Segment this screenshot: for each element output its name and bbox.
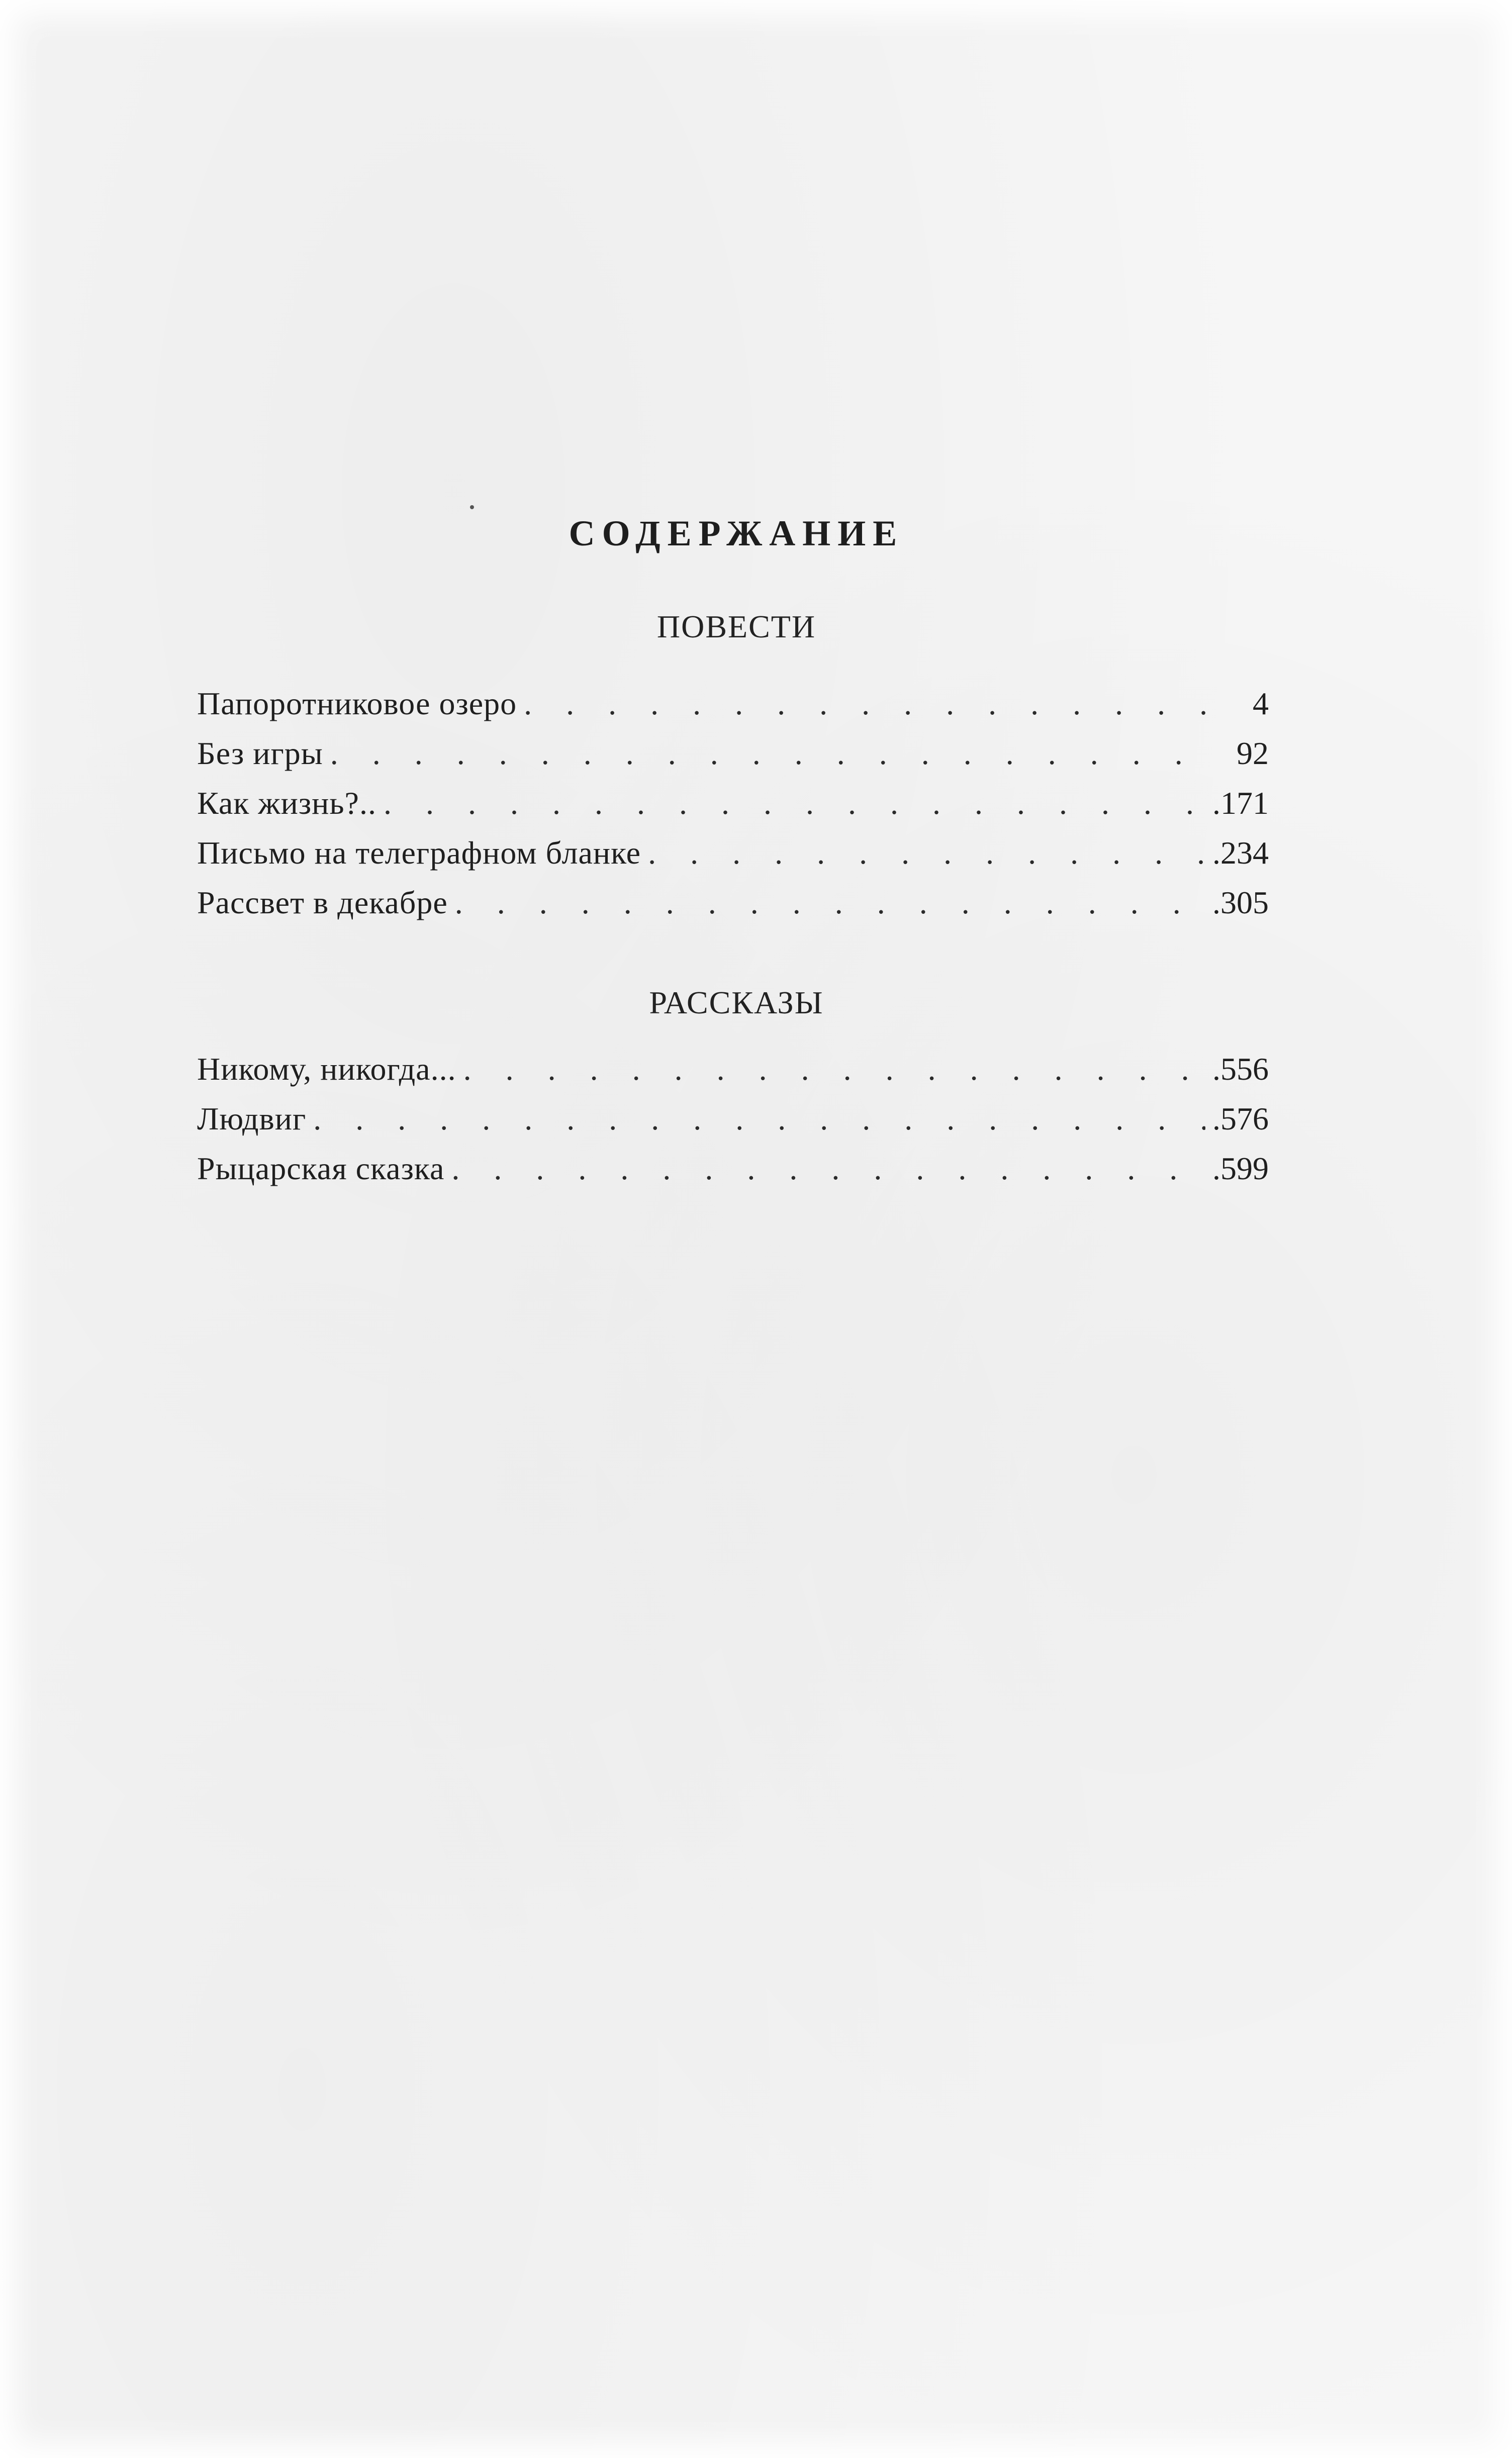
toc-entry	[197, 887, 1269, 936]
toc-entry-page: .576	[1212, 1101, 1269, 1137]
toc-entry-page: 92	[1237, 735, 1269, 771]
dot-leader	[648, 837, 1205, 869]
toc-entry	[197, 837, 1269, 887]
toc-entry-page: .234	[1212, 835, 1269, 871]
toc-entry-title: Людвиг	[197, 1101, 307, 1137]
toc-entry-page: .305	[1212, 885, 1269, 920]
dot-leader	[463, 1053, 1205, 1085]
dot-leader	[313, 1103, 1205, 1135]
toc-entry-title: Рыцарская сказка	[197, 1151, 445, 1186]
toc-entry-title: Папоротниковое озеро	[197, 686, 517, 721]
toc-entry-title: Рассвет в декабре	[197, 885, 448, 920]
dot-leader	[384, 787, 1205, 819]
page-title: СОДЕРЖАНИЕ	[569, 513, 904, 553]
toc-entry-title: Письмо на телеграфном бланке	[197, 835, 641, 871]
toc-entry	[197, 1103, 1269, 1153]
toc-entry-title: Без игры	[197, 735, 323, 771]
toc-entry	[197, 1053, 1269, 1103]
toc-entry-title: Как жизнь?..	[197, 785, 376, 821]
toc-entry-page: .171	[1212, 785, 1269, 821]
toc-list-rasskazy	[197, 1053, 1269, 1202]
section-title-rasskazy: РАССКАЗЫ	[649, 985, 824, 1020]
toc-entry-title: Никому, никогда...	[197, 1051, 456, 1087]
dot-leader	[455, 887, 1205, 919]
toc-entry	[197, 1153, 1269, 1202]
dot-leader	[451, 1153, 1205, 1185]
toc-entry	[197, 787, 1269, 837]
toc-entry	[197, 737, 1269, 787]
dot-leader	[330, 737, 1206, 770]
print-speck	[470, 505, 474, 509]
toc-entry-page: .599	[1212, 1151, 1269, 1186]
section-title-povesti: ПОВЕСТИ	[656, 609, 816, 644]
toc-list-povesti	[197, 688, 1269, 936]
toc-entry-page: 4	[1253, 686, 1269, 721]
toc-entry	[197, 688, 1269, 737]
toc-entry-page: .556	[1212, 1051, 1269, 1087]
dot-leader	[524, 688, 1206, 720]
